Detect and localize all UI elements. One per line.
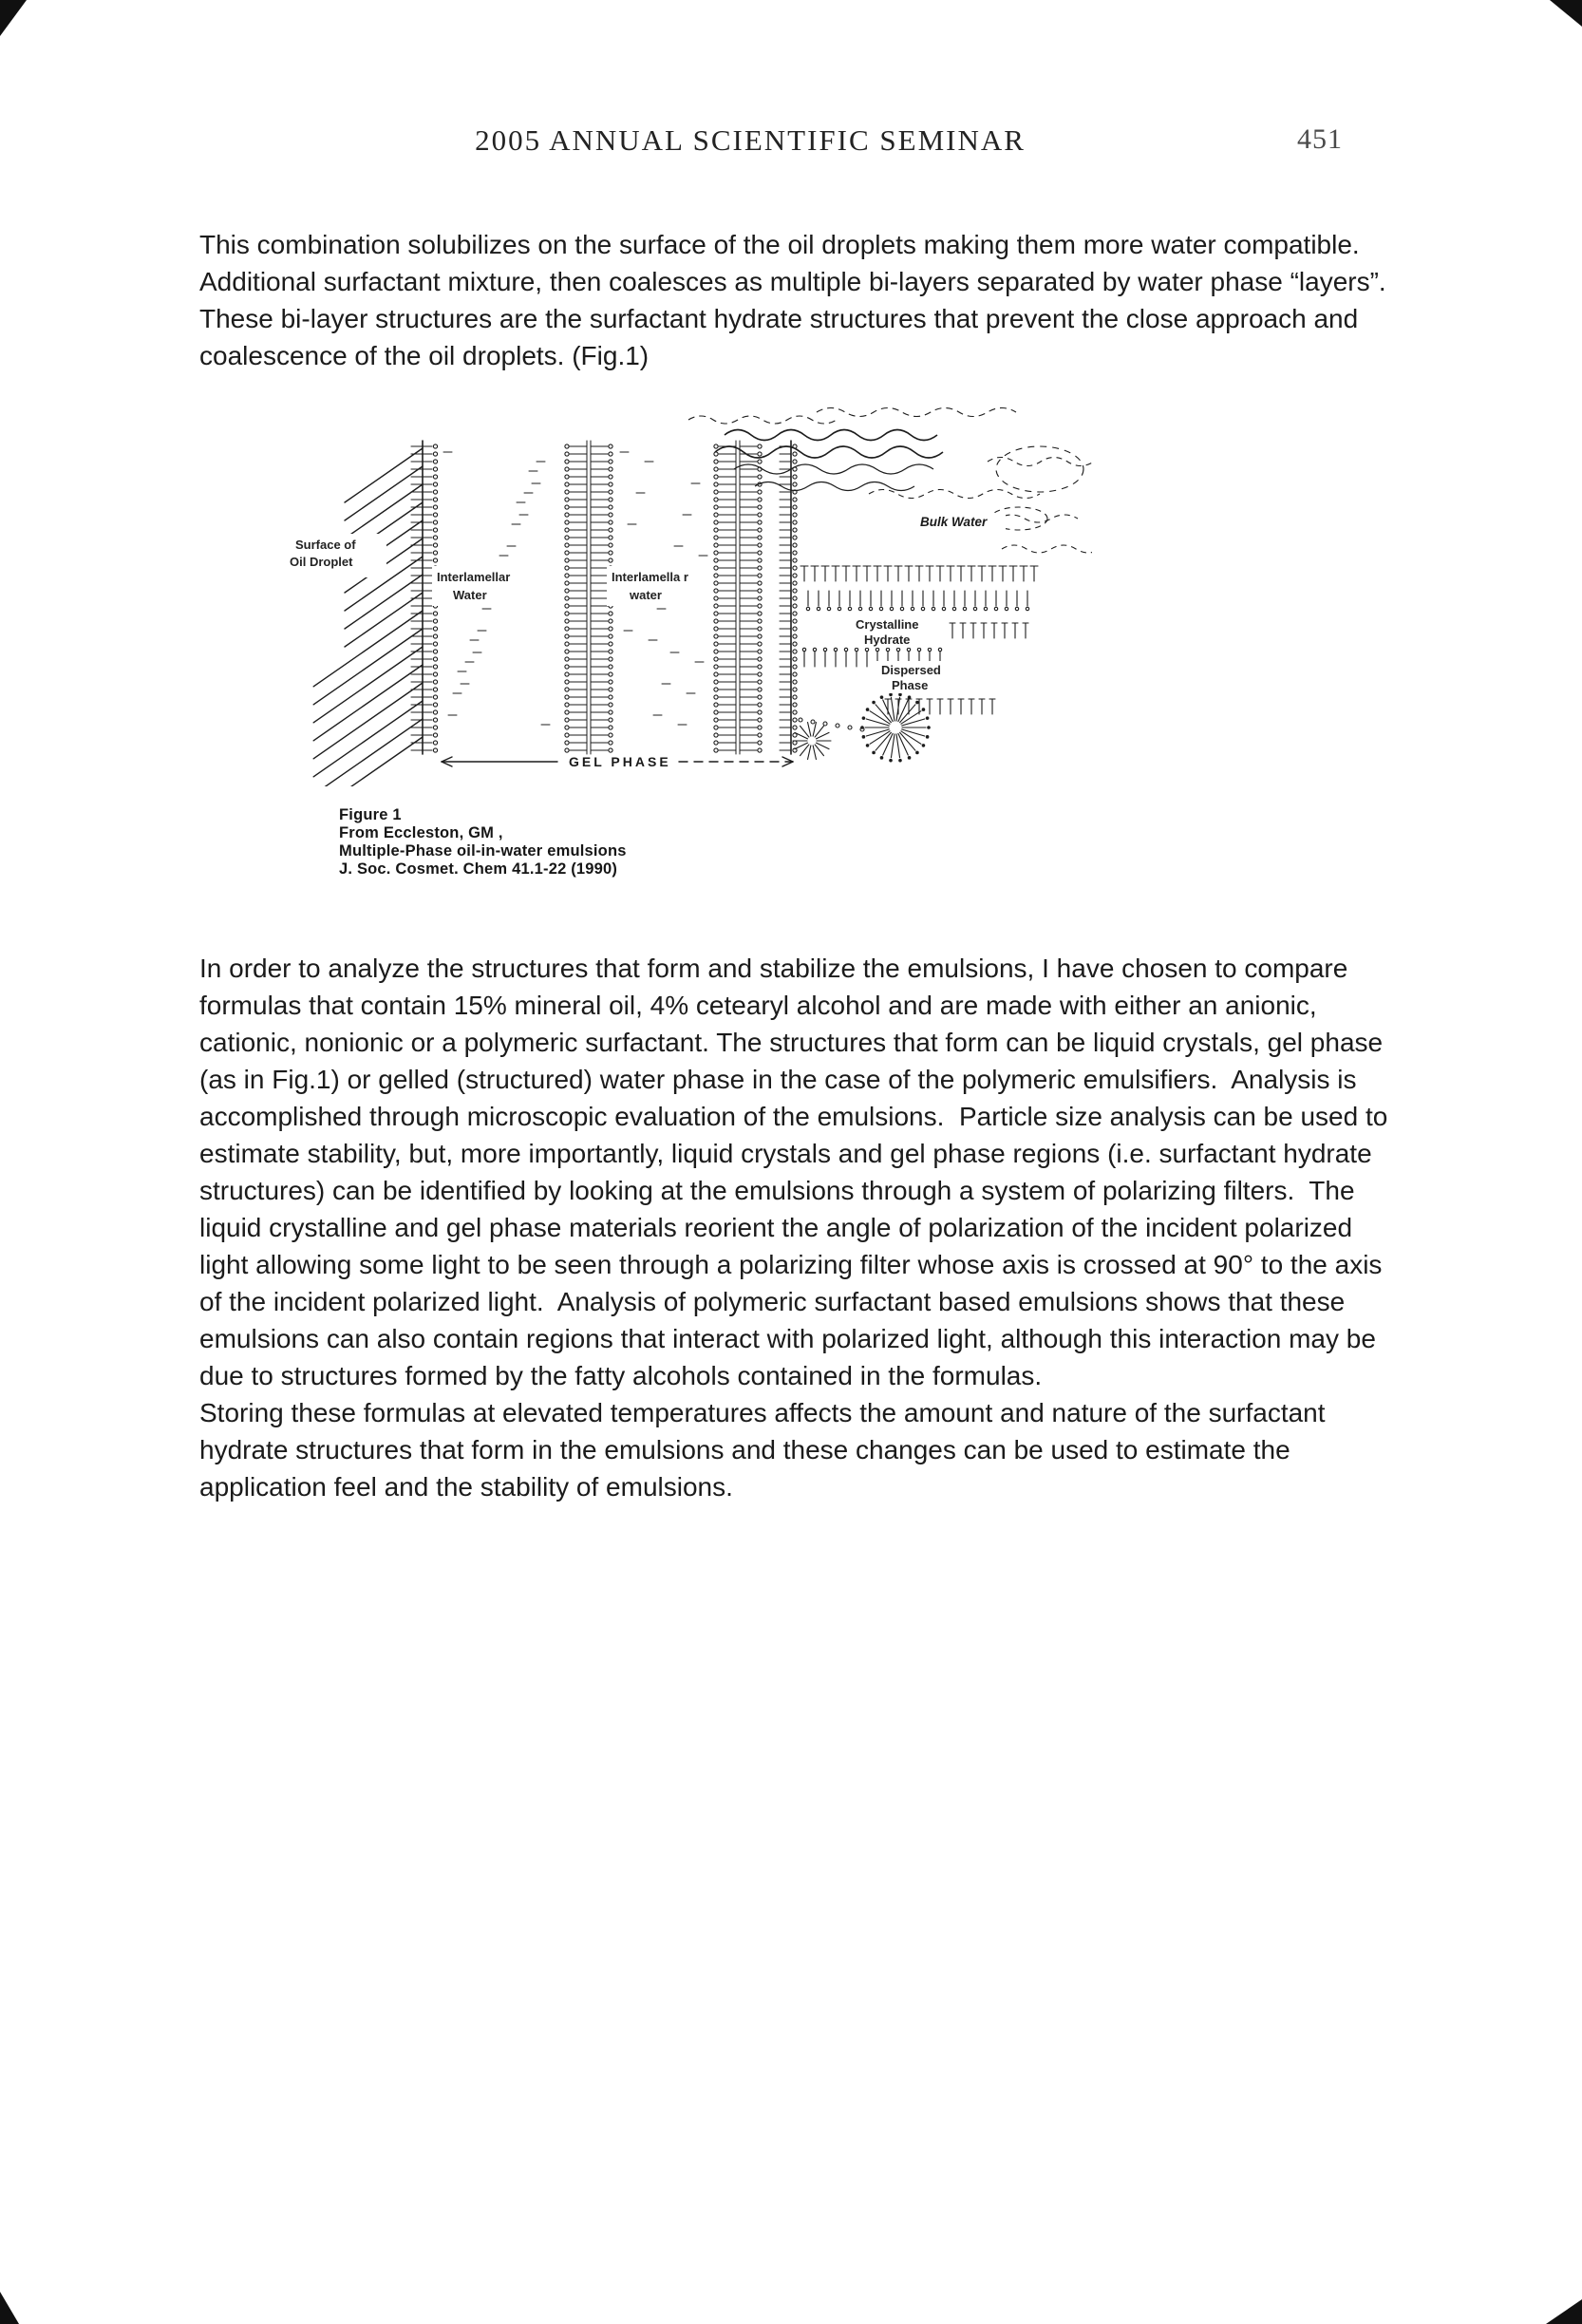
body-text-block bbox=[199, 950, 1398, 1505]
paragraph-analysis: In order to analyze the structures that form and stabilize the emulsions, I have chosen to compare formulas that contain 15% mineral oil, 4% cetearyl alcohol and are made with either an anionic, cationic, nonionic or a polymeric surfactant. The structures that form can be liquid crystals, gel phase (as in Fig.1) or gelled (structured) water phase in the case of the polymeric emulsifiers. Analysis is accomplished through microscopic evaluation of the emulsions. Particle size analysis can be used to estimate stability, but, more importantly, liquid crystals and gel phase regions (i.e. surfactant hydrate structures) can be identified by looking at the emulsions through a system of polarizing filters. The liquid crystalline and gel phase materials reorient the angle of polarization of the incident polarized light allowing some light to be seen through a polarizing filter whose axis is crossed at 90° to the axis of the incident polarized light. Analysis of polymeric surfactant based emulsions shows that these emulsions can also contain regions that interact with polarized light, although this interaction may be due to structures formed by the fatty alcohols contained in the formulas. bbox=[199, 954, 1396, 1390]
label-hydrate: Hydrate bbox=[864, 633, 911, 647]
label-interlamellar-2: Interlamella r bbox=[612, 570, 688, 584]
page-number: 451 bbox=[1297, 123, 1343, 155]
label-bulk-water: Bulk Water bbox=[920, 515, 988, 529]
scan-artifact-top-left bbox=[0, 0, 27, 36]
label-dispersed: Dispersed bbox=[881, 663, 941, 677]
label-gel-phase: GEL PHASE bbox=[569, 754, 671, 769]
figure-diagram bbox=[280, 406, 1092, 786]
label-water-2: water bbox=[630, 588, 662, 602]
label-water-1: Water bbox=[453, 588, 487, 602]
figure-1 bbox=[280, 406, 1092, 786]
caption-line-4: J. Soc. Cosmet. Chem 41.1-22 (1990) bbox=[339, 860, 618, 878]
scan-artifact-bottom-right bbox=[1546, 2299, 1582, 2324]
caption-line-3: Multiple-Phase oil-in-water emulsions bbox=[339, 842, 627, 860]
scan-artifact-bottom-left bbox=[0, 2292, 19, 2324]
figure-caption bbox=[339, 806, 627, 879]
caption-line-1: Figure 1 bbox=[339, 806, 402, 823]
label-phase: Phase bbox=[892, 678, 929, 692]
paragraph-intro: This combination solubilizes on the surface of the oil droplets making them more water compatible. Additional surfactant mixture, then coalesces as multiple bi-layers separated by water phase “layers”. These bi-layer structures are the surfactant hydrate structures that prevent the close approach and coalescence of the oil droplets. (Fig.1) bbox=[199, 230, 1401, 370]
label-oil-droplet: Oil Droplet bbox=[290, 555, 353, 569]
label-crystalline: Crystalline bbox=[856, 617, 919, 632]
label-interlamellar-1: Interlamellar bbox=[437, 570, 511, 584]
figure-labels bbox=[286, 513, 1006, 769]
caption-line-2: From Eccleston, GM , bbox=[339, 824, 503, 841]
label-surface-of: Surface of bbox=[295, 538, 356, 552]
paragraph-storage: Storing these formulas at elevated temperatures affects the amount and nature of the surfactant hydrate structures that form in the emulsions and these changes can be used to estimate the application feel and the stability of emulsions. bbox=[199, 1398, 1333, 1502]
page-title: 2005 ANNUAL SCIENTIFIC SEMINAR bbox=[475, 123, 1026, 157]
scan-artifact-top-right bbox=[1550, 0, 1582, 27]
